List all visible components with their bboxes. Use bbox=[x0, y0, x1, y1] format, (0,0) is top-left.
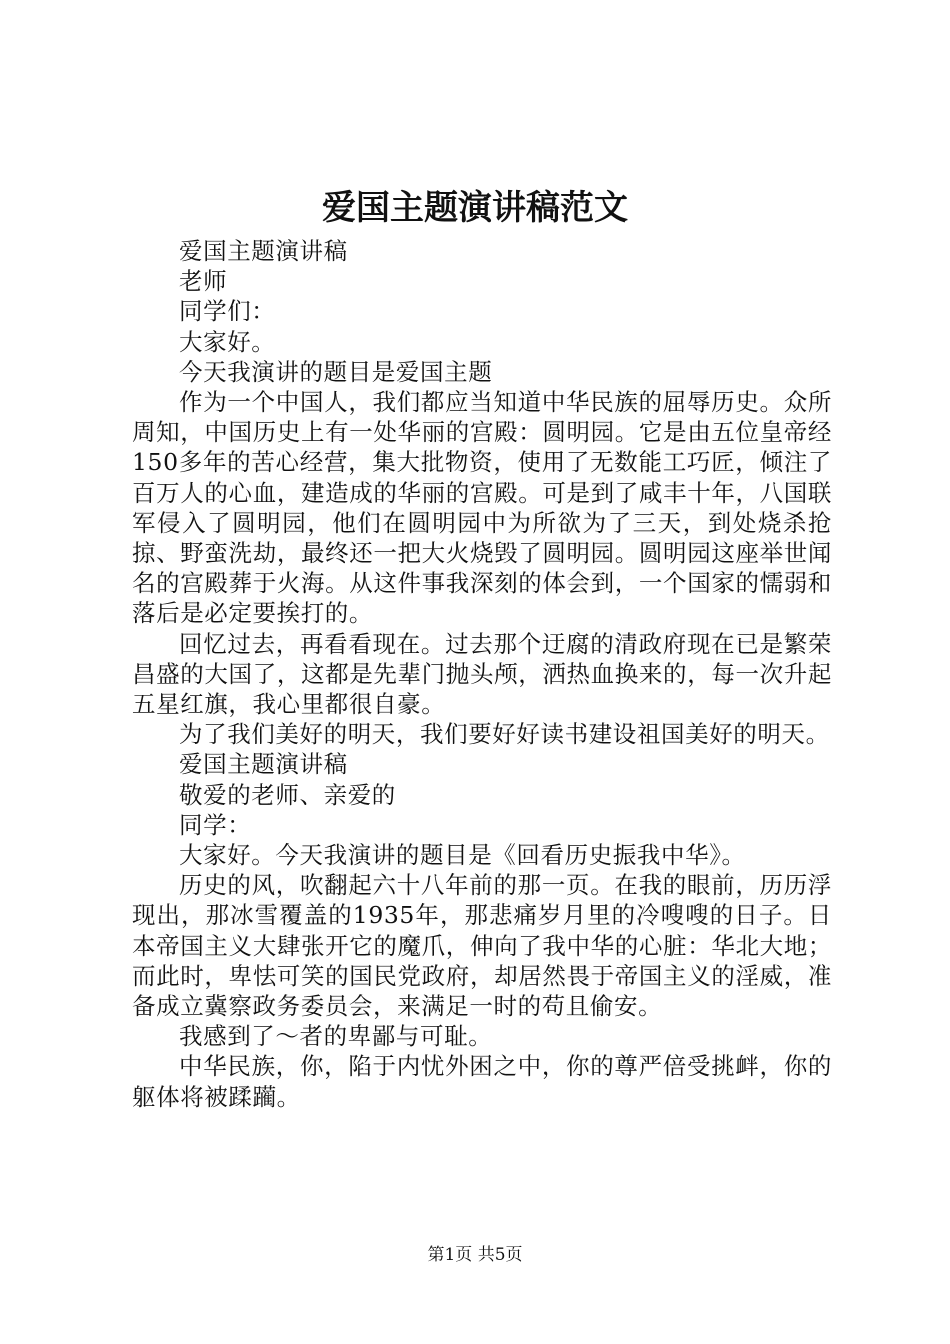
document-body bbox=[132, 236, 832, 1112]
paragraph-history: 作为一个中国人，我们都应当知道中华民族的屈辱历史。众所周知，中国历史上有一处华丽的宫殿：圆明园。它是由五位皇帝经150多年的苦心经营，集大批物资，使用了无数能工巧匠，倾注了百万人的心血，建造成的华丽的宫殿。可是到了咸丰十年，八国联军侵入了圆明园，他们在圆明园中为所欲为了三天，到处烧杀抢掠、野蛮洗劫，最终还一把大火烧毁了圆明园。圆明园这座举世闻名的宫殿葬于火海。从这件事我深刻的体会到，一个国家的懦弱和落后是必定要挨打的。 bbox=[132, 388, 832, 628]
paragraph-nation: 中华民族，你，陷于内忧外困之中，你的尊严倍受挑衅，你的躯体将被蹂躏。 bbox=[132, 1052, 832, 1111]
paragraph-salutation-classmates: 同学： bbox=[179, 810, 252, 839]
paragraph-present: 回忆过去，再看看现在。过去那个迂腐的清政府现在已是繁荣昌盛的大国了，这都是先辈门抛头颅，洒热血换来的，每一次升起五星红旗，我心里都很自豪。 bbox=[132, 629, 832, 719]
paragraph-future: 为了我们美好的明天，我们要好好读书建设祖国美好的明天。 bbox=[179, 720, 830, 749]
paragraph-greeting-2: 大家好。今天我演讲的题目是《回看历史振我中华》。 bbox=[179, 841, 746, 870]
paragraph-heading-1: 爱国主题演讲稿 bbox=[179, 237, 348, 265]
paragraph-heading-2: 爱国主题演讲稿 bbox=[179, 750, 348, 779]
paragraph-shame: 我感到了～者的卑鄙与可耻。 bbox=[179, 1022, 493, 1051]
page-number-footer: 第1页 共5页 bbox=[427, 1245, 523, 1265]
paragraph-salutation-2: 敬爱的老师、亲爱的 bbox=[179, 780, 396, 809]
paragraph-history-wind: 历史的风，吹翻起六十八年前的那一页。在我的眼前，历历浮现出，那冰雪覆盖的1935年，那悲痛岁月里的冷嗖嗖的日子。日本帝国主义大肆张开它的魔爪，伸向了我中华的心脏：华北大地；而此时，卑怯可笑的国民党政府，却居然畏于帝国主义的淫威，准备成立冀察政务委员会，来满足一时的苟且偷安。 bbox=[132, 871, 832, 1021]
page-title: 爱国主题演讲稿范文 bbox=[322, 188, 628, 228]
paragraph-greeting: 大家好。 bbox=[179, 327, 276, 356]
paragraph-salutation-teacher: 老师 bbox=[179, 267, 228, 296]
paragraph-topic: 今天我演讲的题目是爱国主题 bbox=[179, 357, 493, 386]
paragraph-salutation-students: 同学们： bbox=[179, 297, 276, 326]
